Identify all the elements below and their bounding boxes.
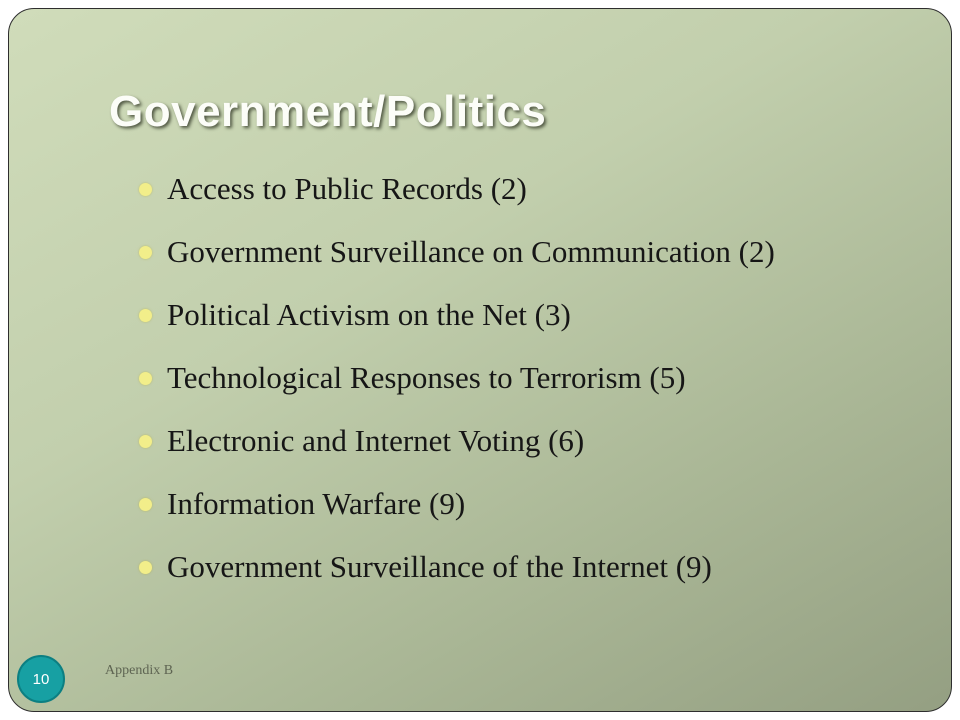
bullet-item	[135, 293, 895, 337]
page-number: 10	[32, 670, 50, 688]
bullet-text: Technological Responses to Terrorism (5)	[167, 360, 686, 395]
bullet-text: Electronic and Internet Voting (6)	[167, 423, 585, 458]
bullet-item	[135, 482, 895, 526]
bullet-marker	[139, 561, 152, 574]
bullet-marker	[139, 435, 152, 448]
bullet-item	[135, 545, 895, 589]
bullet-marker	[139, 183, 152, 196]
page-number-badge	[17, 655, 65, 703]
slide-footer: Appendix B	[105, 663, 174, 678]
bullet-text: Government Surveillance of the Internet (9)	[167, 549, 712, 584]
bullet-marker	[139, 309, 152, 322]
bullet-text: Information Warfare (9)	[167, 486, 466, 521]
bullet-text: Political Activism on the Net (3)	[167, 297, 571, 332]
bullet-marker	[139, 372, 152, 385]
bullet-item	[135, 230, 895, 274]
slide	[8, 8, 952, 712]
bullet-marker	[139, 498, 152, 511]
bullet-text: Government Surveillance on Communication (2)	[167, 234, 775, 269]
bullet-item	[135, 356, 895, 400]
bullet-list	[135, 167, 895, 608]
bullet-marker	[139, 246, 152, 259]
bullet-text: Access to Public Records (2)	[167, 171, 527, 206]
bullet-item	[135, 167, 895, 211]
bullet-item	[135, 419, 895, 463]
slide-title: Government/Politics	[109, 87, 547, 136]
